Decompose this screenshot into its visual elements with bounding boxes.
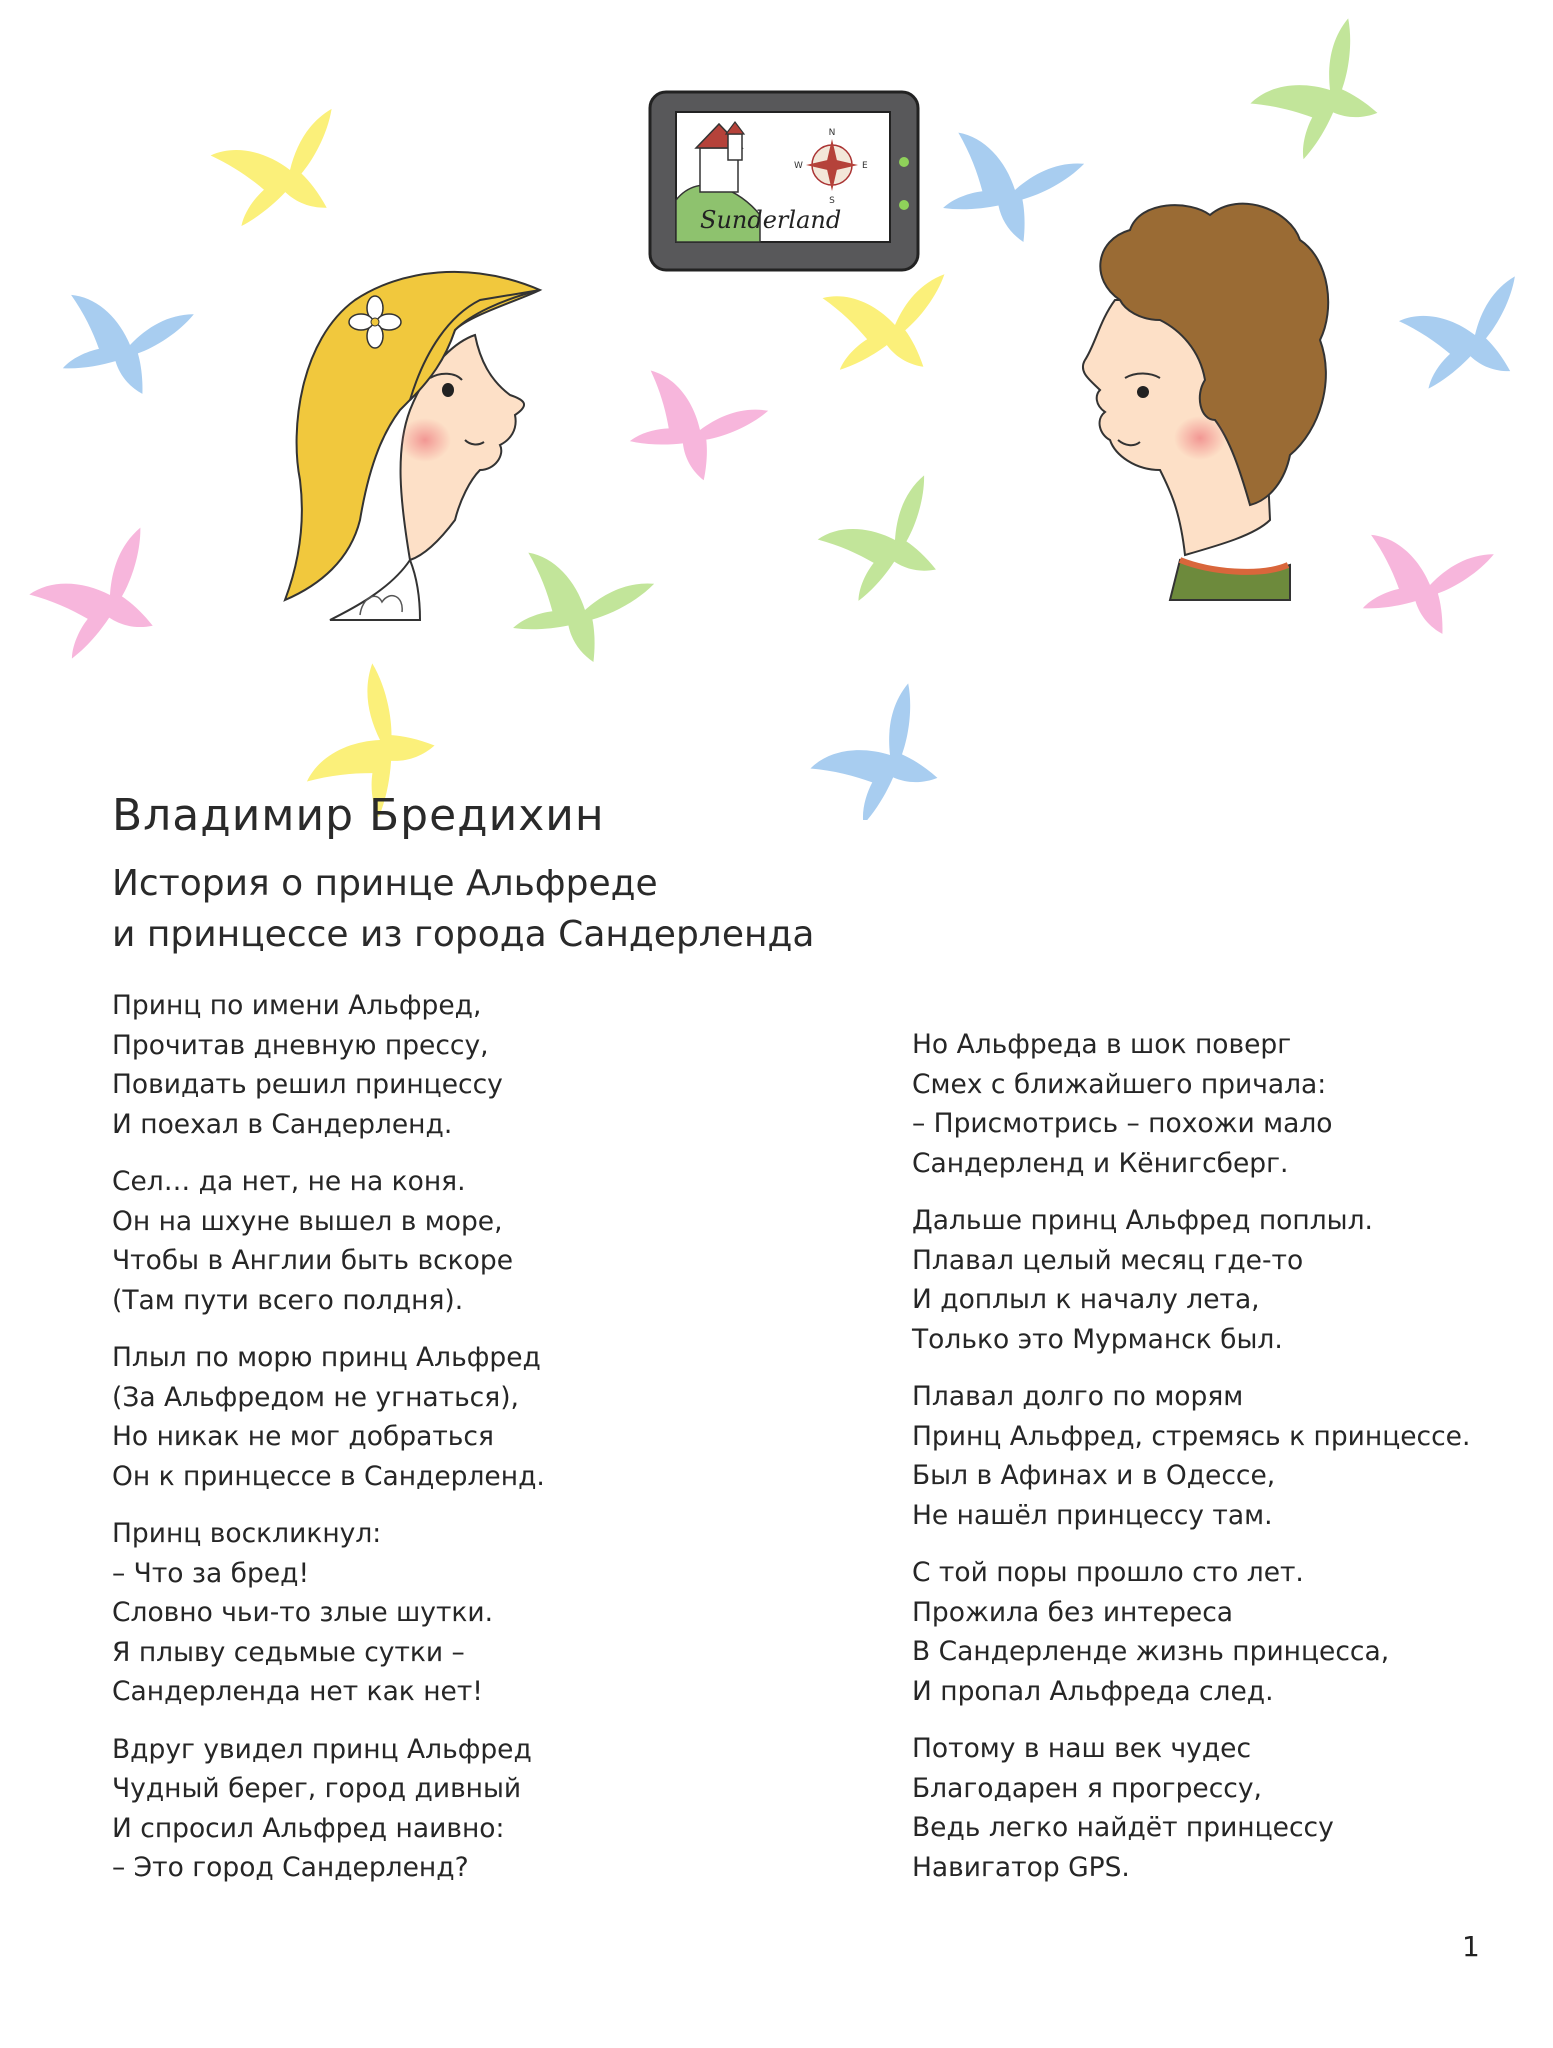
poem-line: С той поры прошло сто лет. (912, 1557, 1304, 1588)
poem-line: Сел… да нет, не на коня. (112, 1166, 466, 1197)
poem-line: В Сандерленде жизнь принцесса, (912, 1636, 1390, 1667)
bird-icon (1398, 276, 1545, 401)
poem-line: Не нашёл принцессу там. (912, 1499, 1273, 1531)
bird-icon (1249, 18, 1407, 171)
bird-icon (28, 528, 186, 672)
poem-line: (Там пути всего полдня). (112, 1284, 464, 1316)
bird-icon (935, 130, 1084, 252)
poem-title-line: История о принце Альфреде (112, 863, 658, 904)
poem-column-left (112, 986, 732, 1906)
poem-line: Дальше принц Альфред поплыл. (912, 1205, 1373, 1236)
poem-line: Был в Афинах и в Одессе, (912, 1460, 1276, 1491)
stanza (112, 986, 732, 1144)
compass-e: E (862, 161, 868, 171)
poem-line: Сандерленд и Кёнигсберг. (912, 1147, 1289, 1179)
stanza (912, 1377, 1532, 1535)
compass-s: S (829, 196, 835, 206)
poem-line: Я плыву седьмые сутки – (112, 1636, 465, 1668)
poem-line: Он к принцессе в Сандерленд. (112, 1460, 545, 1492)
poem-line: Чтобы в Англии быть вскоре (112, 1245, 514, 1276)
poem-line: Сандерленда нет как нет! (112, 1676, 483, 1707)
poem-line: И спросил Альфред наивно: (112, 1812, 505, 1844)
poem-line: Принц по имени Альфред, (112, 990, 482, 1021)
compass-w: W (794, 161, 803, 171)
bird-icon (822, 274, 959, 382)
poem-line: Ведь легко найдёт принцессу (912, 1812, 1334, 1843)
poem-line: Плыл по морю принц Альфред (112, 1342, 541, 1373)
bird-icon (622, 368, 769, 493)
poem-line: Но никак не мог добраться (112, 1421, 494, 1452)
poem-line: Вдруг увидел принц Альфред (112, 1733, 532, 1765)
device-screen-label: Sunderland (700, 206, 842, 234)
poem-title (112, 858, 814, 960)
poem-line: Навигатор GPS. (912, 1851, 1130, 1883)
poem-line: Словно чьи-то злые шутки. (112, 1597, 494, 1628)
poem-title-line: и принцессе из города Сандерленда (112, 914, 815, 955)
poem-line: – Это город Сандерленд? (112, 1852, 469, 1883)
prince-portrait (1083, 204, 1328, 600)
stanza (912, 1553, 1532, 1711)
poem-line: Только это Мурманск был. (912, 1323, 1283, 1355)
page-number: 1 (1462, 1930, 1480, 1963)
poem-line: Потому в наш век чудес (912, 1733, 1252, 1764)
poem-line: Он на шхуне вышел в море, (112, 1205, 503, 1237)
stanza (912, 1025, 1532, 1183)
stanza (112, 1162, 732, 1320)
poem-line: Чудный берег, город дивный (112, 1773, 522, 1804)
poem-line: Смех с ближайшего причала: (912, 1068, 1327, 1100)
stanza (112, 1514, 732, 1712)
poem-line: – Присмотрись – похожи мало (912, 1108, 1333, 1139)
gps-navigator (650, 92, 918, 270)
poem-line: Принц Альфред, стремясь к принцессе. (912, 1420, 1471, 1452)
poem-line: Благодарен я прогрессу, (912, 1772, 1262, 1804)
poem-line: Но Альфреда в шок поверг (912, 1029, 1292, 1060)
poem-line: И поехал в Сандерленд. (112, 1108, 453, 1140)
bird-icon (1356, 533, 1493, 641)
compass-n: N (828, 128, 836, 138)
bird-icon (56, 293, 193, 401)
author-name: Владимир Бредихин (112, 790, 605, 841)
bird-icon (809, 683, 967, 820)
bird-icon (210, 109, 363, 239)
poem-line: – Что за бред! (112, 1557, 310, 1589)
poem-line: Плавал долго по морям (912, 1381, 1244, 1412)
poem-column-right (912, 1025, 1532, 1905)
poem-line: (За Альфредом не угнаться), (112, 1381, 519, 1413)
bird-icon (505, 550, 654, 672)
stanza (112, 1730, 732, 1888)
stanza (112, 1338, 732, 1496)
poem-line: Прожила без интереса (912, 1596, 1234, 1628)
bird-icon (817, 475, 968, 613)
poem-line: Плавал целый месяц где-то (912, 1244, 1304, 1276)
stanza (912, 1201, 1532, 1359)
poem-line: Принц воскликнул: (112, 1518, 382, 1549)
poem-line: И пропал Альфреда след. (912, 1675, 1274, 1707)
poem-line: И доплыл к началу лета, (912, 1284, 1260, 1315)
cover-illustration (0, 0, 1553, 820)
stanza (912, 1729, 1532, 1887)
poem-line: Повидать решил принцессу (112, 1069, 503, 1100)
poem-line: Прочитав дневную прессу, (112, 1029, 489, 1061)
princess-portrait (285, 272, 540, 620)
